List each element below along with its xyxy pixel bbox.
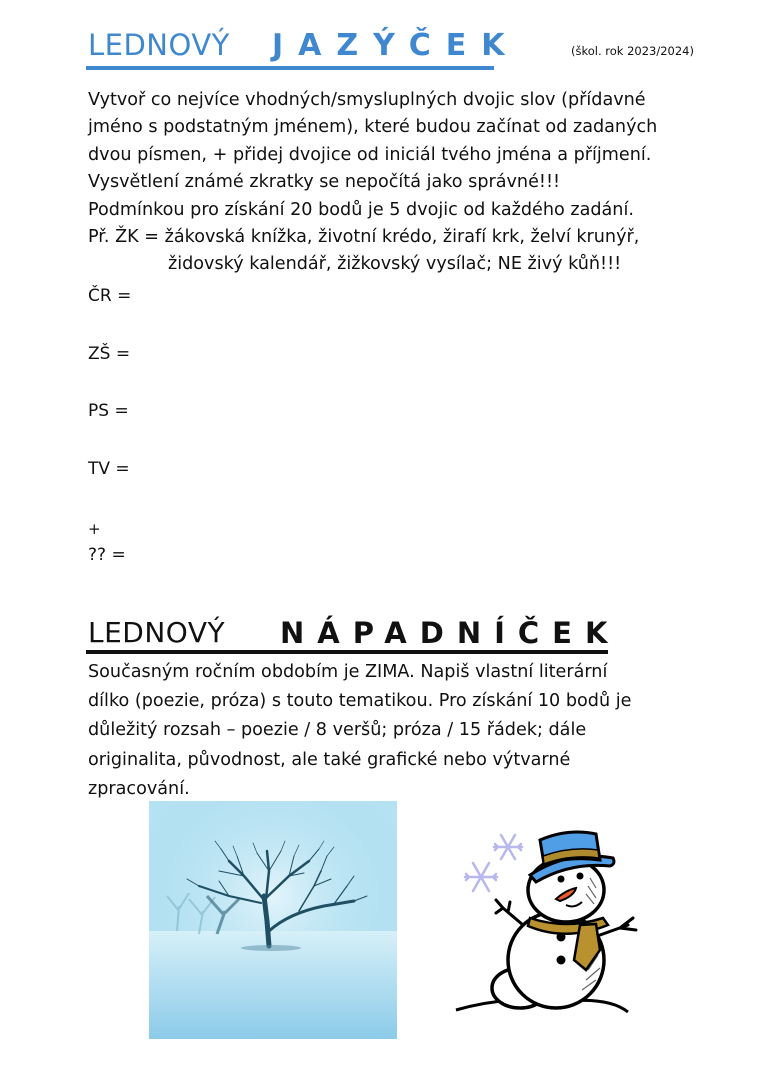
section1-title-plain: LEDNOVÝ bbox=[88, 28, 230, 62]
winter-tree-image bbox=[149, 801, 397, 1039]
pair-prompt-initials: ?? = bbox=[88, 545, 126, 565]
section1-instructions bbox=[88, 87, 728, 279]
snowflake-icon bbox=[465, 835, 522, 891]
instruction-line: důležitý rozsah – poezie / 8 veršů; próza / 15 řádek; dále bbox=[88, 720, 587, 741]
instruction-line: Podmínkou pro získání 20 bodů je 5 dvojic od každého zadání. bbox=[88, 199, 634, 220]
snowman-image bbox=[448, 820, 648, 1020]
plus-sign: + bbox=[88, 520, 101, 538]
instruction-line: jméno s podstatným jménem), které budou začínat od zadaných bbox=[88, 117, 658, 138]
example-continuation: židovský kalendář, žižkovský vysílač; NE živý kůň!!! bbox=[168, 254, 622, 275]
section2-instructions bbox=[88, 658, 728, 804]
instruction-line: Vytvoř co nejvíce vhodných/smysluplných dvojic slov (přídavné bbox=[88, 90, 646, 110]
school-year: (škol. rok 2023/2024) bbox=[571, 44, 694, 58]
instruction-line: dílko (poezie, próza) s touto tematikou. Pro získání 10 bodů je bbox=[88, 691, 632, 712]
section2-title bbox=[86, 614, 621, 654]
snowman-clipart bbox=[448, 820, 648, 1020]
pair-prompt-tv: TV = bbox=[88, 459, 130, 479]
section1-title-spaced: JAZÝČEK bbox=[272, 28, 520, 63]
instruction-line: Vysvětlení známé zkratky se nepočítá jako správné!!! bbox=[88, 172, 561, 193]
instruction-line: dvou písmen, + přidej dvojice od iniciál tvého jména a příjmení. bbox=[88, 144, 652, 165]
example-line: Př. ŽK = žákovská knížka, životní krédo, žirafí krk, želví krunýř, bbox=[88, 227, 640, 248]
winter-tree-photo bbox=[149, 801, 397, 1039]
instruction-line: zpracování. bbox=[88, 778, 190, 799]
pair-prompt-zs: ZŠ = bbox=[88, 344, 131, 364]
section2-title-spaced: NÁPADNÍČEK bbox=[280, 616, 621, 650]
instruction-line: originalita, původnost, ale také grafické nebo výtvarné bbox=[88, 749, 571, 770]
pair-prompt-cr: ČR = bbox=[88, 286, 132, 306]
section2-title-plain: LEDNOVÝ bbox=[88, 616, 226, 649]
instruction-line: Současným ročním obdobím je ZIMA. Napiš vlastní literární bbox=[88, 662, 608, 682]
section1-title bbox=[86, 26, 520, 70]
pair-prompt-ps: PS = bbox=[88, 401, 129, 421]
